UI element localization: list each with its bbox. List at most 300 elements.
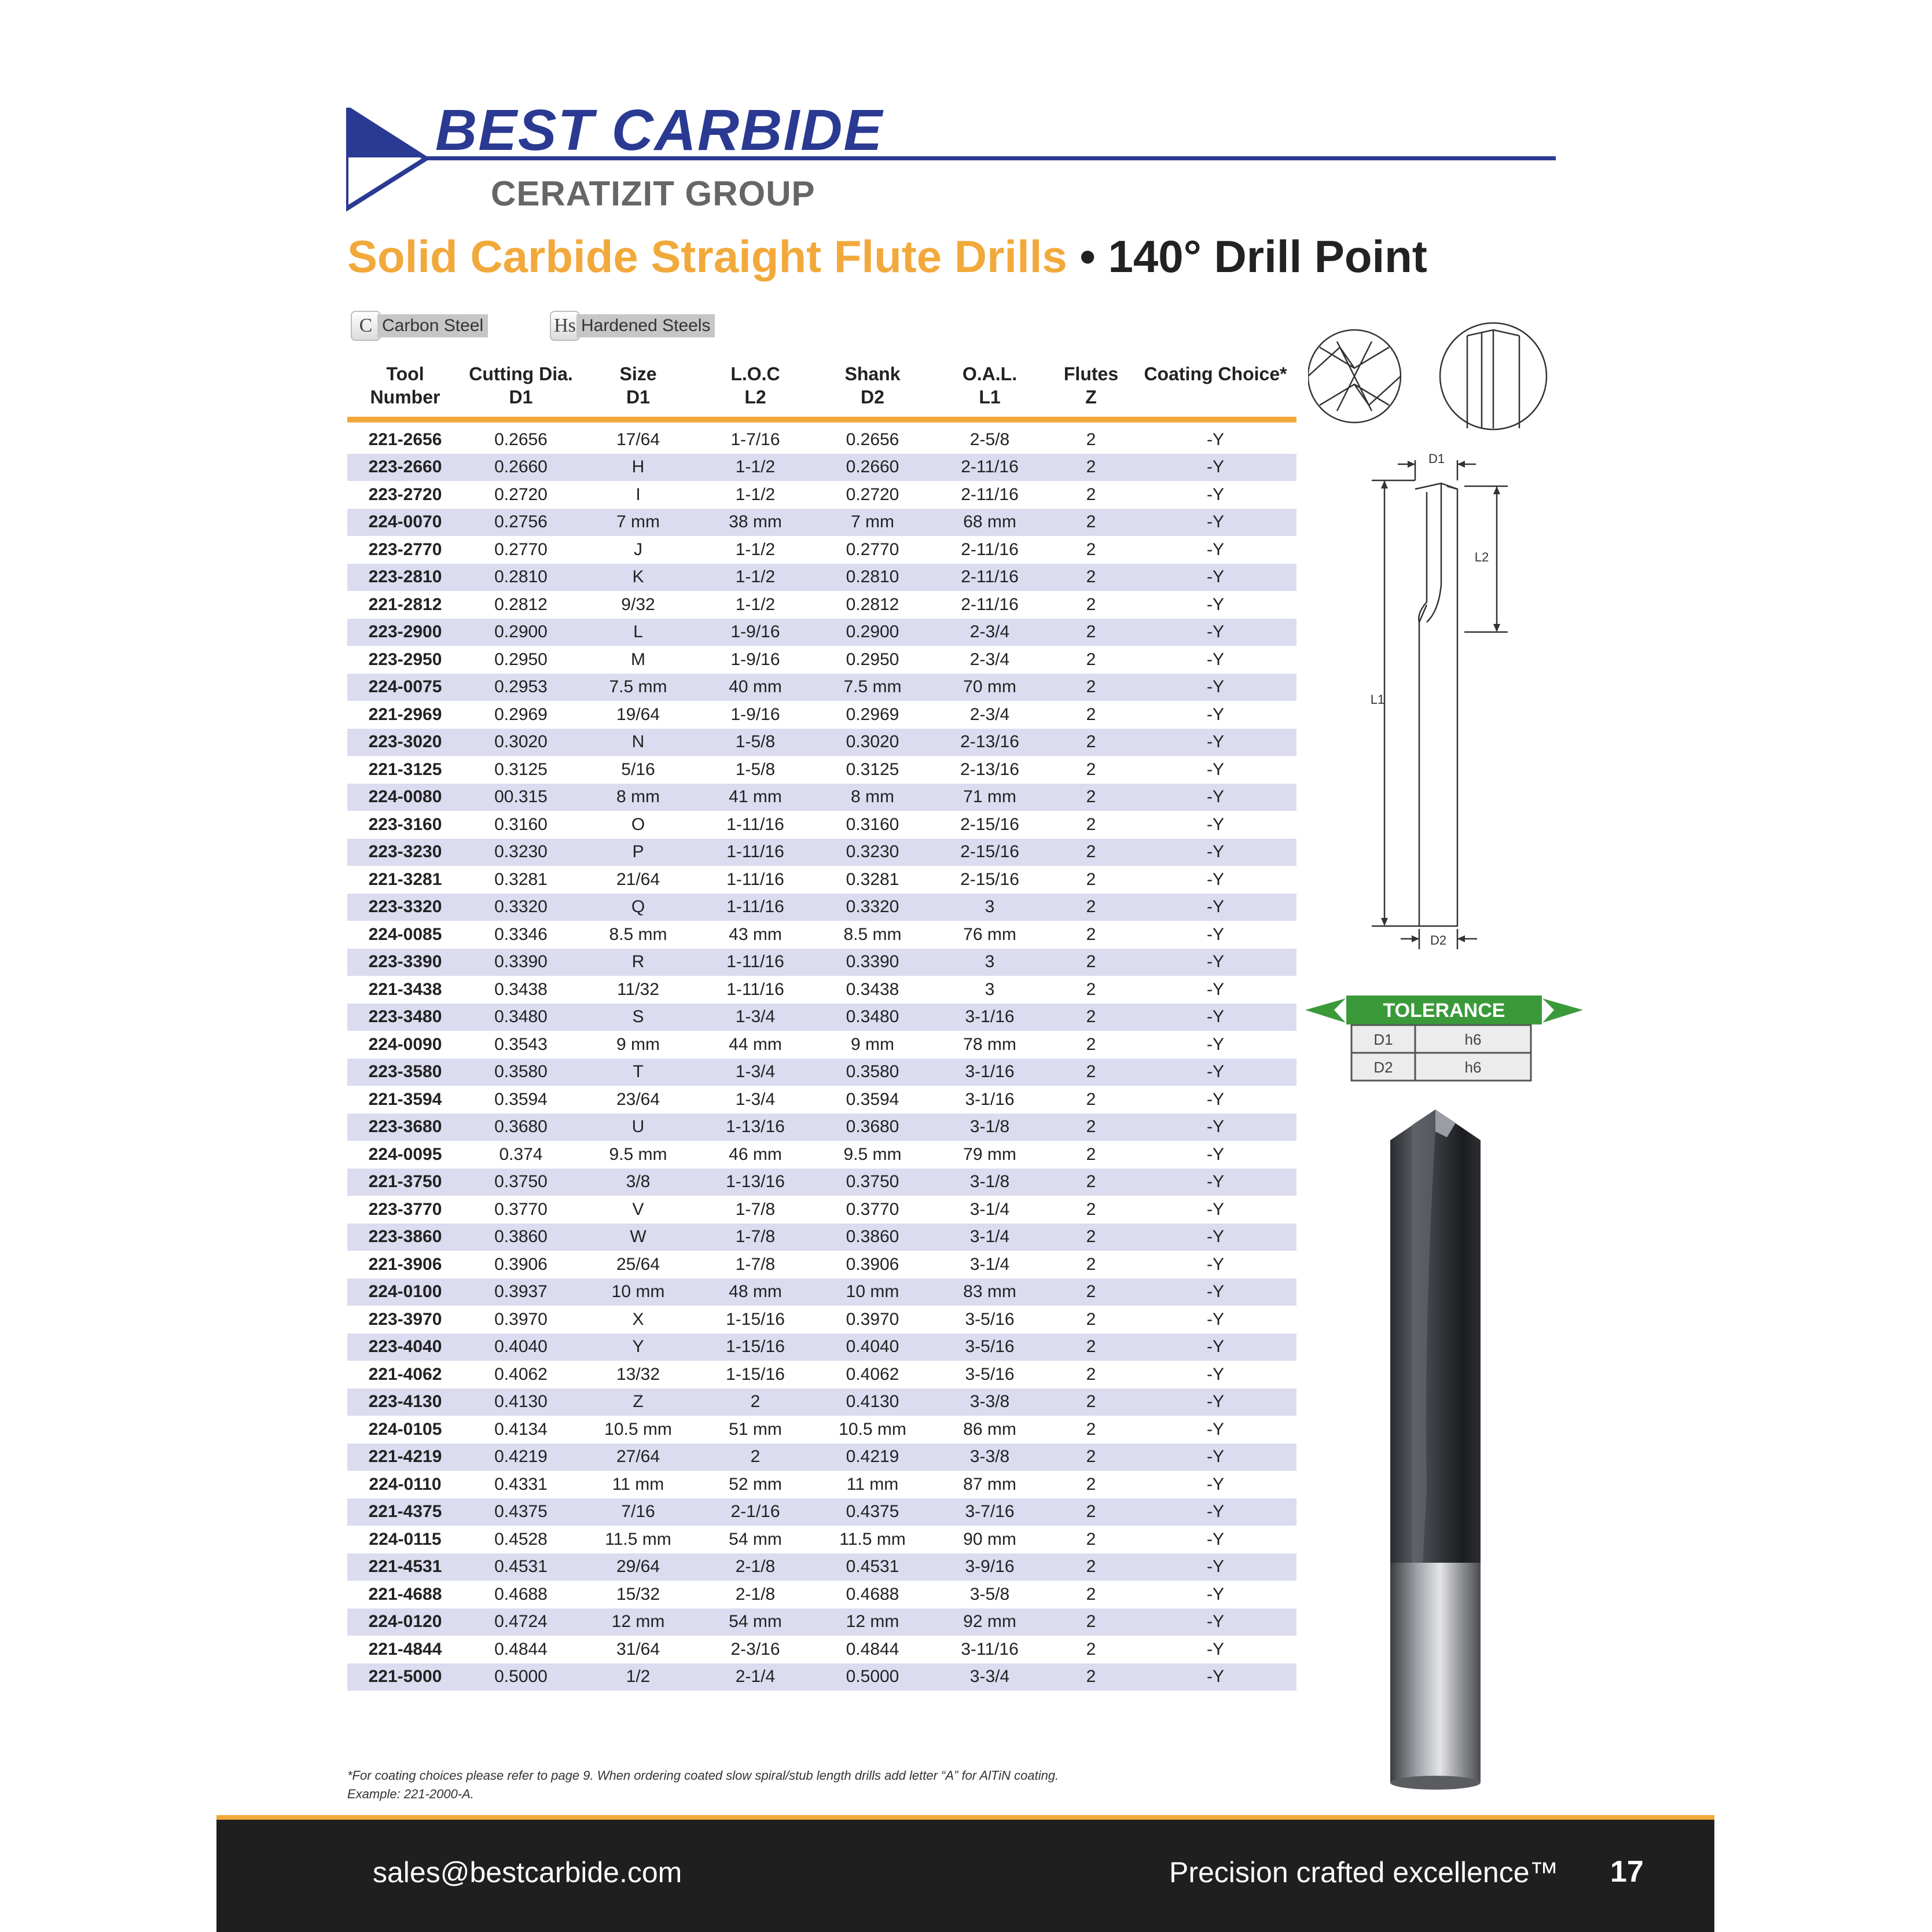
- cell-flutes: 2: [1048, 1608, 1134, 1636]
- cell-tool-number: 223-3020: [347, 729, 463, 756]
- column-header: [813, 359, 932, 420]
- cell-size: 7.5 mm: [579, 674, 697, 701]
- cell-coating: -Y: [1134, 1553, 1296, 1581]
- cell-loc: 1-3/4: [735, 1089, 776, 1109]
- column-header-line2: L2: [744, 387, 766, 407]
- cell-cutting-dia: 0.3230: [463, 839, 579, 866]
- cell-coating: -Y: [1207, 979, 1224, 999]
- table-row: [347, 1004, 1296, 1031]
- cell-flutes: 2: [1086, 539, 1096, 559]
- cell-cutting-dia: 0.4040: [463, 1334, 579, 1361]
- table-row: [347, 646, 1296, 674]
- column-header-line2: D1: [509, 387, 533, 407]
- table-row: [347, 1471, 1296, 1498]
- cell-oal: 3-3/8: [932, 1444, 1048, 1471]
- cell-tool-number: 221-3438: [368, 979, 442, 999]
- cell-flutes: 2: [1048, 454, 1134, 482]
- cell-tool-number: 223-2810: [347, 564, 463, 592]
- cell-loc: 1-7/8: [735, 1199, 776, 1219]
- cell-coating: -Y: [1207, 649, 1224, 669]
- cell-cutting-dia: 0.3680: [463, 1114, 579, 1141]
- cell-shank: 0.2950: [846, 649, 899, 669]
- cell-loc: 1-15/16: [726, 1364, 785, 1384]
- cell-oal: 2-3/4: [969, 704, 1010, 724]
- cell-loc: 1-5/8: [697, 729, 813, 756]
- cell-shank: 0.2900: [813, 619, 932, 647]
- cell-shank: 0.3680: [813, 1114, 932, 1141]
- cell-coating: -Y: [1207, 1199, 1224, 1219]
- cell-flutes: 2: [1048, 564, 1134, 592]
- cell-tool-number: 223-2770: [368, 539, 442, 559]
- cell-tool-number: 224-0090: [368, 1034, 442, 1054]
- cell-loc: 1-11/16: [726, 814, 784, 834]
- cell-coating: -Y: [1207, 1309, 1224, 1329]
- cell-tool-number: 221-4062: [368, 1364, 442, 1384]
- material-code-icon: Hs: [550, 311, 580, 341]
- cell-flutes: 2: [1048, 1169, 1134, 1196]
- table-row: [347, 420, 1296, 454]
- cell-cutting-dia: 0.3160: [494, 814, 548, 834]
- cell-size: 11.5 mm: [605, 1529, 671, 1549]
- cell-oal: 2-13/16: [960, 759, 1019, 779]
- cell-size: 3/8: [579, 1169, 697, 1196]
- cell-flutes: 2: [1048, 1663, 1134, 1691]
- cell-coating: -Y: [1134, 1059, 1296, 1086]
- cell-tool-number: 224-0115: [369, 1529, 442, 1549]
- cell-size: 8.5 mm: [609, 924, 667, 944]
- cell-tool-number: 224-0120: [347, 1608, 463, 1636]
- cell-flutes: 2: [1086, 704, 1096, 724]
- cell-flutes: 2: [1048, 1279, 1134, 1306]
- cell-shank: 0.4062: [846, 1364, 899, 1384]
- cell-shank: 0.2656: [846, 429, 899, 449]
- cell-oal: 90 mm: [963, 1529, 1016, 1549]
- cell-size: 31/64: [616, 1639, 660, 1659]
- drill-dimension-diagram: [1308, 313, 1574, 961]
- cell-coating: -Y: [1134, 1224, 1296, 1251]
- cell-shank: 7.5 mm: [813, 674, 932, 701]
- cell-size: 1/2: [579, 1663, 697, 1691]
- cell-oal: 3-5/16: [965, 1309, 1015, 1329]
- cell-size: 25/64: [616, 1254, 660, 1274]
- cell-loc: 44 mm: [729, 1034, 782, 1054]
- cell-size: P: [579, 839, 697, 866]
- cell-flutes: 2: [1086, 484, 1096, 504]
- cell-oal: 79 mm: [963, 1144, 1016, 1164]
- column-header-line2: [1134, 385, 1296, 409]
- cell-loc: 2-1/16: [697, 1498, 813, 1526]
- cell-shank: 0.4844: [846, 1639, 899, 1659]
- table-row: [347, 1389, 1296, 1416]
- cell-coating: -Y: [1134, 1389, 1296, 1416]
- table-row: [347, 619, 1296, 647]
- cell-coating: -Y: [1207, 1584, 1224, 1604]
- cell-shank: 8.5 mm: [843, 924, 902, 944]
- cell-size: 9/32: [621, 594, 655, 614]
- cell-loc: 1-15/16: [697, 1334, 813, 1361]
- table-row: [347, 1251, 1296, 1279]
- cell-coating: -Y: [1134, 729, 1296, 756]
- cell-coating: -Y: [1207, 1419, 1224, 1439]
- cell-flutes: 2: [1048, 839, 1134, 866]
- cell-flutes: 2: [1048, 1334, 1134, 1361]
- cell-size: 17/64: [616, 429, 660, 449]
- table-row: [347, 921, 1296, 949]
- column-header: [347, 359, 463, 420]
- cell-size: Q: [579, 894, 697, 921]
- cell-tool-number: 221-4688: [368, 1584, 442, 1604]
- footer-accent-line: [216, 1815, 1714, 1820]
- cell-size: 19/64: [616, 704, 660, 724]
- cell-flutes: 2: [1086, 924, 1096, 944]
- cell-cutting-dia: 0.3125: [494, 759, 548, 779]
- cell-flutes: 2: [1048, 1224, 1134, 1251]
- cell-oal: 3: [932, 949, 1048, 976]
- cell-loc: 46 mm: [729, 1144, 782, 1164]
- cell-size: 5/16: [621, 759, 655, 779]
- title-drill-point: 140° Drill Point: [1108, 231, 1427, 282]
- column-header-line1: L.O.C: [730, 363, 780, 384]
- cell-oal: 2-11/16: [961, 594, 1019, 614]
- table-row: [347, 1444, 1296, 1471]
- cell-loc: 1-11/16: [726, 979, 784, 999]
- cell-tool-number: 223-4040: [347, 1334, 463, 1361]
- cell-tool-number: 221-4375: [347, 1498, 463, 1526]
- table-row: [347, 1636, 1296, 1663]
- cell-coating: -Y: [1207, 429, 1224, 449]
- cell-tool-number: 221-4531: [347, 1553, 463, 1581]
- column-header: [1048, 359, 1134, 420]
- cell-coating: -Y: [1207, 1034, 1224, 1054]
- cell-cutting-dia: 0.3770: [494, 1199, 548, 1219]
- cell-tool-number: 223-2950: [368, 649, 442, 669]
- cell-coating: -Y: [1207, 814, 1224, 834]
- cell-tool-number: 223-3390: [347, 949, 463, 976]
- cell-cutting-dia: 0.3320: [463, 894, 579, 921]
- table-row: [347, 1141, 1296, 1169]
- cell-shank: 0.5000: [813, 1663, 932, 1691]
- cell-tool-number: 223-3860: [347, 1224, 463, 1251]
- cell-oal: 3-1/4: [969, 1199, 1010, 1219]
- table-row: [347, 591, 1296, 619]
- cell-shank: 0.3390: [813, 949, 932, 976]
- cell-shank: 10.5 mm: [839, 1419, 906, 1439]
- table-row: [347, 976, 1296, 1004]
- cell-flutes: 2: [1048, 784, 1134, 811]
- cell-coating: -Y: [1134, 1004, 1296, 1031]
- cell-cutting-dia: 0.4375: [463, 1498, 579, 1526]
- cell-flutes: 2: [1048, 729, 1134, 756]
- table-row: [347, 1526, 1296, 1553]
- page-number: 17: [1610, 1855, 1644, 1889]
- cell-loc: 43 mm: [729, 924, 782, 944]
- contact-email-link[interactable]: sales@bestcarbide.com: [373, 1856, 682, 1889]
- cell-shank: 0.3906: [846, 1254, 899, 1274]
- cell-flutes: 2: [1086, 1419, 1096, 1439]
- cell-size: 29/64: [579, 1553, 697, 1581]
- table-row: [347, 1498, 1296, 1526]
- dim-d1-label: D1: [1428, 451, 1445, 466]
- table-row: [347, 1114, 1296, 1141]
- cell-shank: 0.4130: [813, 1389, 932, 1416]
- cell-coating: -Y: [1134, 454, 1296, 482]
- cell-size: 10.5 mm: [604, 1419, 672, 1439]
- cell-coating: -Y: [1207, 1364, 1224, 1384]
- cell-shank: 0.3750: [813, 1169, 932, 1196]
- cell-cutting-dia: 0.4844: [494, 1639, 548, 1659]
- cell-loc: 1-1/2: [697, 564, 813, 592]
- table-row: [347, 839, 1296, 866]
- cell-coating: -Y: [1207, 594, 1224, 614]
- tolerance-dim: D2: [1373, 1059, 1393, 1076]
- tolerance-value: h6: [1464, 1059, 1482, 1076]
- cell-flutes: 2: [1048, 1389, 1134, 1416]
- cell-cutting-dia: 00.315: [463, 784, 579, 811]
- cell-oal: 2-11/16: [961, 484, 1019, 504]
- cell-tool-number: 223-2900: [347, 619, 463, 647]
- cell-shank: 0.3125: [846, 759, 899, 779]
- table-row: [347, 1581, 1296, 1608]
- cell-shank: 0.3770: [846, 1199, 899, 1219]
- table-row: [347, 1169, 1296, 1196]
- cell-oal: 3-5/16: [965, 1364, 1015, 1384]
- cell-tool-number: 224-0075: [347, 674, 463, 701]
- cell-tool-number: 224-0070: [347, 509, 463, 537]
- material-badge-carbon-steel: [351, 310, 488, 341]
- cell-oal: 86 mm: [963, 1419, 1016, 1439]
- page-footer: [216, 1820, 1714, 1932]
- footnote-line-1: *For coating choices please refer to page 9. When ordering coated slow spiral/stub length drills add letter “A” for AlTiN coating.: [347, 1768, 1059, 1783]
- cell-shank: 0.2720: [846, 484, 899, 504]
- drill-product-image: [1354, 1097, 1516, 1797]
- cell-loc: 41 mm: [697, 784, 813, 811]
- cell-shank: 0.4040: [813, 1334, 932, 1361]
- cell-cutting-dia: 0.3438: [494, 979, 548, 999]
- cell-loc: 2-1/4: [697, 1663, 813, 1691]
- cell-loc: 1-9/16: [697, 619, 813, 647]
- cell-oal: 78 mm: [963, 1034, 1016, 1054]
- table-row: [347, 1361, 1296, 1389]
- table-row: [347, 729, 1296, 756]
- cell-coating: -Y: [1134, 1114, 1296, 1141]
- cell-tool-number: 223-3770: [368, 1199, 442, 1219]
- table-row: [347, 1334, 1296, 1361]
- column-header-line1: Flutes: [1063, 363, 1119, 384]
- table-row: [347, 866, 1296, 894]
- cell-cutting-dia: 0.4062: [494, 1364, 548, 1384]
- cell-flutes: 2: [1086, 1089, 1096, 1109]
- cell-shank: 0.3438: [846, 979, 899, 999]
- cell-loc: 1-1/2: [697, 454, 813, 482]
- cell-tool-number: 224-0110: [369, 1474, 442, 1494]
- cell-oal: 76 mm: [963, 924, 1016, 944]
- cell-shank: 7 mm: [813, 509, 932, 537]
- cell-shank: 0.3320: [813, 894, 932, 921]
- cell-cutting-dia: 0.2660: [463, 454, 579, 482]
- cell-coating: -Y: [1134, 509, 1296, 537]
- table-row: [347, 1031, 1296, 1059]
- cell-cutting-dia: 0.4134: [494, 1419, 548, 1439]
- cell-coating: -Y: [1134, 1279, 1296, 1306]
- cell-tool-number: 223-3160: [368, 814, 442, 834]
- cell-size: M: [631, 649, 645, 669]
- cell-oal: 2-3/4: [932, 619, 1048, 647]
- cell-oal: 3-1/8: [932, 1169, 1048, 1196]
- cell-flutes: 2: [1086, 1199, 1096, 1219]
- cell-size: 9 mm: [616, 1034, 660, 1054]
- cell-size: 9.5 mm: [609, 1144, 667, 1164]
- cell-cutting-dia: 0.3543: [494, 1034, 548, 1054]
- cell-oal: 2-13/16: [932, 729, 1048, 756]
- cell-shank: 0.3480: [813, 1004, 932, 1031]
- cell-flutes: 2: [1086, 429, 1096, 449]
- cell-size: 10 mm: [579, 1279, 697, 1306]
- cell-tool-number: 224-0080: [347, 784, 463, 811]
- table-header-row: [347, 359, 1296, 420]
- cell-cutting-dia: 0.3594: [494, 1089, 548, 1109]
- cell-oal: 3-1/8: [932, 1114, 1048, 1141]
- cell-tool-number: 221-2969: [368, 704, 442, 724]
- cell-flutes: 2: [1048, 1553, 1134, 1581]
- cell-loc: 38 mm: [697, 509, 813, 537]
- cell-tool-number: 221-4844: [368, 1639, 442, 1659]
- cell-cutting-dia: 0.3937: [463, 1279, 579, 1306]
- table-row: [347, 1306, 1296, 1334]
- cell-flutes: 2: [1048, 1059, 1134, 1086]
- drill-spec-table: [347, 359, 1296, 1691]
- cell-coating: -Y: [1207, 1529, 1224, 1549]
- cell-flutes: 2: [1048, 894, 1134, 921]
- cell-size: H: [579, 454, 697, 482]
- cell-oal: 87 mm: [963, 1474, 1016, 1494]
- cell-shank: 0.2969: [846, 704, 899, 724]
- cell-cutting-dia: 0.2950: [494, 649, 548, 669]
- cell-tool-number: 223-3230: [347, 839, 463, 866]
- cell-loc: 48 mm: [697, 1279, 813, 1306]
- cell-shank: 0.3580: [813, 1059, 932, 1086]
- table-row: [347, 564, 1296, 592]
- cell-coating: -Y: [1134, 1169, 1296, 1196]
- cell-coating: -Y: [1134, 1498, 1296, 1526]
- column-header: [932, 359, 1048, 420]
- cell-loc: 1-11/16: [697, 839, 813, 866]
- table-row: [347, 756, 1296, 784]
- material-badge-hardened-steels: [550, 310, 715, 341]
- cell-shank: 0.4219: [813, 1444, 932, 1471]
- cell-loc: 2-1/8: [735, 1584, 776, 1604]
- table-row: [347, 1416, 1296, 1444]
- cell-shank: 0.2660: [813, 454, 932, 482]
- cell-tool-number: 223-3480: [347, 1004, 463, 1031]
- column-header-line1: O.A.L.: [962, 363, 1018, 384]
- table-row: [347, 1196, 1296, 1224]
- cell-oal: 3: [932, 894, 1048, 921]
- cell-coating: -Y: [1207, 924, 1224, 944]
- cell-cutting-dia: 0.2900: [463, 619, 579, 647]
- cell-flutes: 2: [1086, 1034, 1096, 1054]
- table-row: [347, 454, 1296, 482]
- cell-oal: 83 mm: [932, 1279, 1048, 1306]
- cell-tool-number: 223-2660: [347, 454, 463, 482]
- cell-flutes: 2: [1048, 619, 1134, 647]
- tolerance-table: [1305, 987, 1583, 1085]
- brand-name: BEST CARBIDE: [435, 98, 884, 163]
- cell-cutting-dia: 0.3906: [494, 1254, 548, 1274]
- material-code-icon: C: [351, 311, 381, 341]
- cell-tool-number: 221-3281: [368, 869, 442, 889]
- cell-flutes: 2: [1086, 649, 1096, 669]
- footnote-line-2: Example: 221-2000-A.: [347, 1787, 474, 1801]
- cell-cutting-dia: 0.2756: [463, 509, 579, 537]
- table-row: [347, 1279, 1296, 1306]
- cell-cutting-dia: 0.4724: [463, 1608, 579, 1636]
- column-header-line2: L1: [979, 387, 1001, 407]
- cell-tool-number: 223-2720: [368, 484, 442, 504]
- cell-coating: -Y: [1134, 839, 1296, 866]
- cell-coating: -Y: [1134, 674, 1296, 701]
- cell-flutes: 2: [1086, 979, 1096, 999]
- cell-cutting-dia: 0.3390: [463, 949, 579, 976]
- title-separator: •: [1067, 231, 1108, 282]
- cell-flutes: 2: [1086, 1529, 1096, 1549]
- cell-cutting-dia: 0.3281: [494, 869, 548, 889]
- table-row: [347, 1553, 1296, 1581]
- cell-shank: 0.4531: [813, 1553, 932, 1581]
- cell-cutting-dia: 0.3970: [494, 1309, 548, 1329]
- cell-cutting-dia: 0.4130: [463, 1389, 579, 1416]
- cell-coating: -Y: [1207, 1474, 1224, 1494]
- cell-shank: 0.3020: [813, 729, 932, 756]
- cell-shank: 0.2770: [846, 539, 899, 559]
- cell-oal: 2-15/16: [960, 869, 1019, 889]
- cell-tool-number: 221-3594: [368, 1089, 442, 1109]
- cell-cutting-dia: 0.4219: [463, 1444, 579, 1471]
- cell-size: O: [631, 814, 645, 834]
- cell-tool-number: 223-3680: [347, 1114, 463, 1141]
- cell-cutting-dia: 0.2969: [494, 704, 548, 724]
- column-header-line1: Coating Choice*: [1144, 363, 1287, 384]
- table-row: [347, 674, 1296, 701]
- cell-tool-number: 221-3125: [368, 759, 442, 779]
- cell-cutting-dia: 0.5000: [463, 1663, 579, 1691]
- cell-size: 7 mm: [579, 509, 697, 537]
- cell-oal: 92 mm: [932, 1608, 1048, 1636]
- cell-oal: 3-1/16: [932, 1059, 1048, 1086]
- cell-size: W: [579, 1224, 697, 1251]
- table-row: [347, 509, 1296, 537]
- cell-oal: 3-9/16: [932, 1553, 1048, 1581]
- tolerance-title: TOLERANCE: [1383, 1000, 1505, 1022]
- cell-coating: -Y: [1134, 1608, 1296, 1636]
- cell-loc: 1-7/8: [697, 1224, 813, 1251]
- cell-loc: 54 mm: [697, 1608, 813, 1636]
- dim-l2-label: L2: [1474, 550, 1489, 564]
- column-header: [697, 359, 813, 420]
- cell-flutes: 2: [1048, 1498, 1134, 1526]
- cell-coating: -Y: [1134, 1334, 1296, 1361]
- cell-coating: -Y: [1207, 1639, 1224, 1659]
- cell-cutting-dia: 0.3750: [463, 1169, 579, 1196]
- cell-size: X: [632, 1309, 644, 1329]
- table-row: [347, 784, 1296, 811]
- cell-flutes: 2: [1086, 1584, 1096, 1604]
- cell-flutes: 2: [1086, 1639, 1096, 1659]
- cell-flutes: 2: [1048, 1004, 1134, 1031]
- material-label: Carbon Steel: [377, 314, 488, 337]
- cell-flutes: 2: [1048, 949, 1134, 976]
- cell-shank: 11.5 mm: [839, 1529, 906, 1549]
- cell-coating: -Y: [1134, 1663, 1296, 1691]
